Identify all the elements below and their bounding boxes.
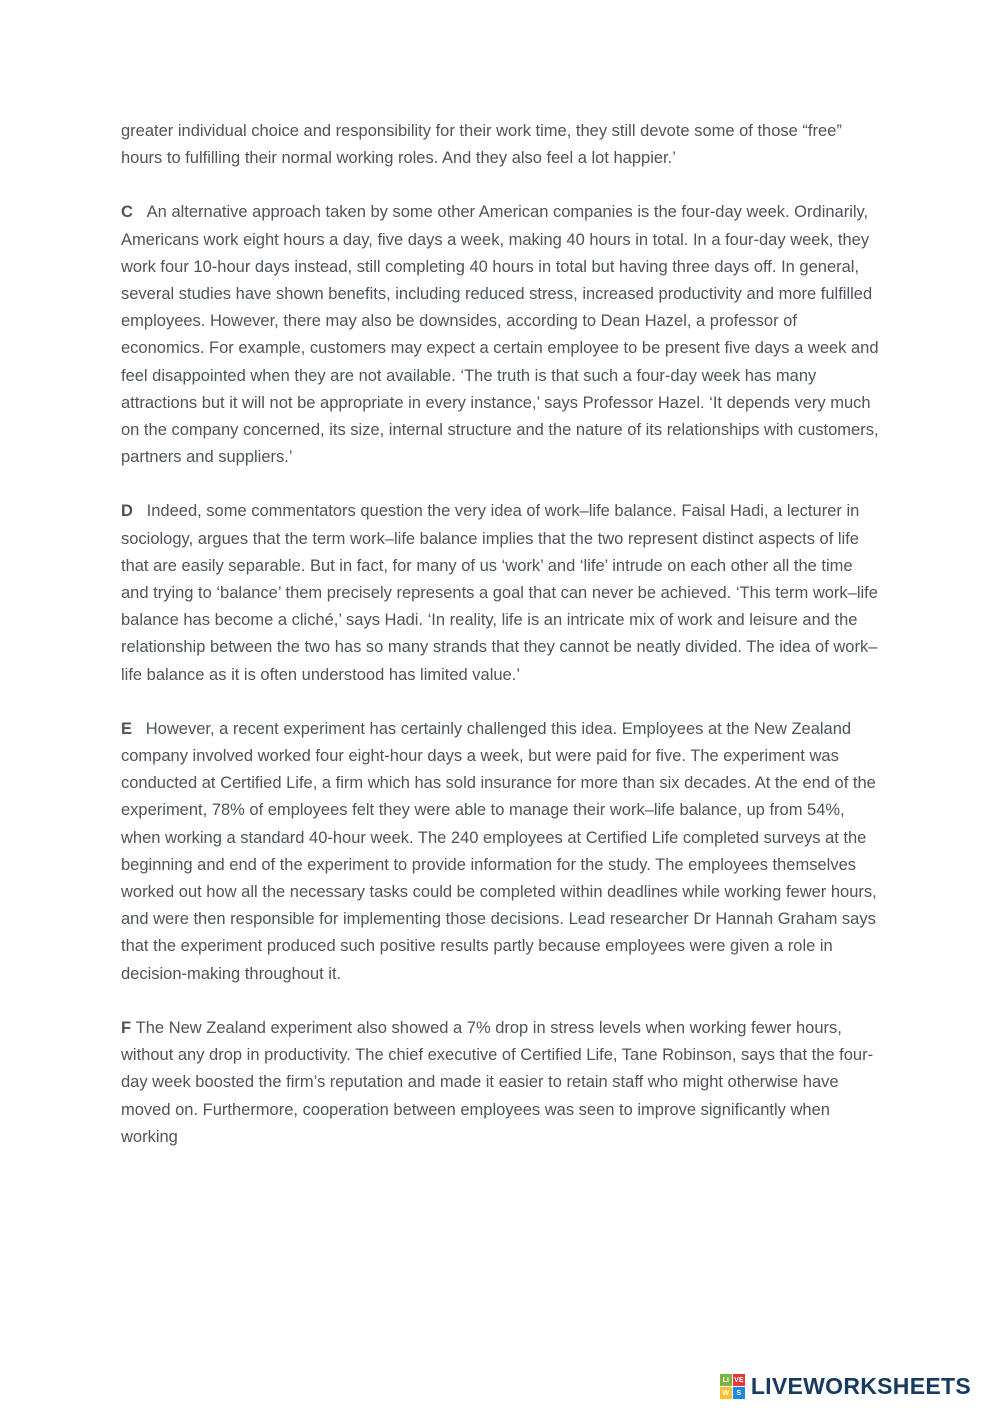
paragraph-text: An alternative approach taken by some other American companies is the four-day week. Ordinarily, Americans work eight hours a day, five days a week, making 40 hours in total. In a four-day week, they work four 10-hour days instead, still completing 40 hours in total but having three days off. In general, several studies have shown benefits, including reduced stress, increased productivity and more fulfilled employees. However, there may also be downsides, according to Dean Hazel, a professor of economics. For example, customers may expect a certain employee to be present five days a week and feel disappointed when they are not available. ‘The truth is that such a four-day week has many attractions but it will not be appropriate in every instance,’ says Professor Hazel. ‘It depends very much on the company concerned, its size, internal structure and the nature of its relationships with customers, partners and suppliers.’ — [121, 203, 884, 467]
footer-brand — [720, 1373, 971, 1400]
liveworksheets-logo-icon — [720, 1374, 745, 1399]
paragraph-c — [121, 199, 884, 471]
paragraph-text: greater individual choice and responsibility for their work time, they still devote some of those “free” hours to fulfilling their normal working roles. And they also feel a lot happier.’ — [121, 122, 847, 168]
paragraph-text: Indeed, some commentators question the very idea of work–life balance. Faisal Hadi, a lecturer in sociology, argues that the term work–life balance implies that the two represent distinct aspects of life that are easily separable. But in fact, for many of us ‘work’ and ‘life’ intrude on each other all the time and trying to ‘balance’ them precisely represents a goal that can never be achieved. ‘This term work–life balance has become a cliché,’ says Hadi. ‘In reality, life is an intricate mix of work and leisure and the relationship between the two has so many strands that they cannot be neatly divided. The idea of work– life balance as it is often understood has limited value.’ — [121, 502, 883, 684]
paragraph-label: F — [121, 1018, 136, 1037]
document-body — [121, 118, 884, 1178]
paragraph-continuation — [121, 118, 879, 172]
paragraph-label: E — [121, 719, 146, 738]
paragraph-d — [121, 498, 883, 688]
logo-square-green: LI — [720, 1374, 732, 1386]
paragraph-label: D — [121, 502, 147, 521]
paragraph-e — [121, 716, 882, 988]
logo-square-blue: S — [733, 1387, 745, 1399]
paragraph-text: However, a recent experiment has certainly challenged this idea. Employees at the New Zealand company involved worked four eight-hour days a week, but were paid for five. The experiment was conducted at Certified Life, a firm which has sold insurance for more than six decades. At the end of the experiment, 78% of employees felt they were able to manage their work–life balance, up from 54%, when working a standard 40-hour week. The 240 employees at Certified Life completed surveys at the beginning and end of the experiment to provide information for the study. The employees themselves worked out how all the necessary tasks could be completed within deadlines while working fewer hours, and were then responsible for implementing those decisions. Lead researcher Dr Hannah Graham says that the experiment produced such positive results partly because employees were given a role in decision-making throughout it. — [121, 719, 882, 983]
brand-name: LIVEWORKSHEETS — [750, 1373, 971, 1399]
logo-square-yellow: W — [720, 1387, 732, 1399]
logo-square-red: VE — [733, 1374, 745, 1386]
paragraph-text: The New Zealand experiment also showed a 7% drop in stress levels when working fewer hours, without any drop in productivity. The chief executive of Certified Life, Tane Robinson, says that the four-day week boosted the firm’s reputation and made it easier to retain staff who might otherwise have moved on. Furthermore, cooperation between employees was seen to improve significantly when working — [121, 1018, 874, 1146]
paragraph-label: C — [121, 203, 147, 222]
paragraph-f — [121, 1015, 879, 1151]
